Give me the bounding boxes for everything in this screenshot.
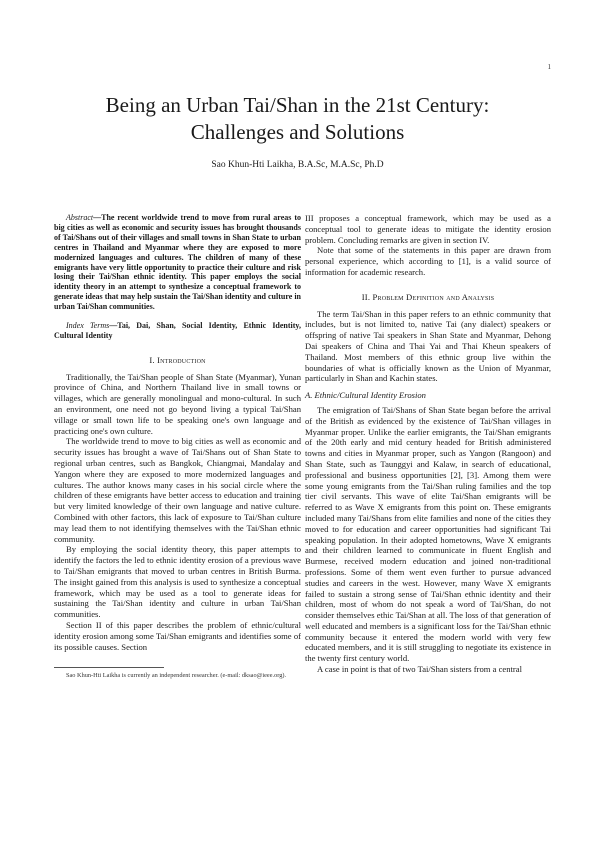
paper-title	[48, 92, 547, 146]
subsection-heading-identity-erosion: A. Ethnic/Cultural Identity Erosion	[305, 390, 426, 401]
paper-title-line-1: Being an Urban Tai/Shan in the 21st Century:	[105, 93, 490, 117]
paper-title-line-2: Challenges and Solutions	[190, 120, 405, 144]
author-footnote: Sao Khun-Hti Laikha is currently an independent researcher. (e-mail: dksao@ieee.org).	[66, 672, 287, 680]
abstract-lead: Abstract	[66, 213, 94, 222]
section-heading-problem-definition: II. Problem Definition and Analysis	[361, 291, 495, 302]
body-paragraph: Note that some of the statements in this paper are drawn from personal experience, which according to [1], is a valid source of information for academic research.	[305, 245, 551, 277]
abstract	[54, 213, 301, 312]
footnote-divider	[54, 667, 164, 668]
page-number: 1	[547, 63, 551, 71]
intro-paragraph: Traditionally, the Tai/Shan people of Shan State (Myanmar), Yunan province of China, and Northern Thailand live in small towns or villages, which are generally monolingual and mono-cultural. In such an environment, one need not go beyond living a typical Tai/Shan village or small town life to be speaking one's own language and practicing one's own culture.	[54, 371, 301, 436]
intro-paragraph: Section II of this paper describes the problem of ethnic/cultural identity erosion among some Tai/Shan emigrants and identifies some of its possible causes. Section	[54, 620, 301, 652]
right-column	[305, 213, 551, 675]
body-paragraph: A case in point is that of two Tai/Shan sisters from a central	[317, 664, 522, 675]
body-paragraph: The emigration of Tai/Shans of Shan State began before the arrival of the British as evidenced by the existence of Tai/Shan villages in Myanmar proper. Unlike the earlier emigrants, the Tai/Shan emigrants of the 20th early and mid century headed for British administered towns and cities in Myanmar proper, such as Yangon (Rangoon) and Shan State, such as Taunggyi and Kalaw, in search of educational, professional and business opportunities [2], [3]. Among them were some young emigrants from the Tai/Shan ruling families and the top tier civil servants. This wave of elite Tai/Shan emigrants will be referred to as Wave X emigrants from this point on. These emigrants included many Tai/Shans from elite families and none of the cities they moved to for education and career opportunities had significant Tai speaking population. In their adopted hometowns, Wave X emigrants and their children learned to communicate in fluent English and Burmese, received modern education and joined non-traditional professions. Some of them went even further to pursue advanced studies and careers in the west. However, many Wave X emigrants failed to sustain a strong sense of Tai/Shan ethnic identity and their children, most of whom do not speak a word of Tai/Shan, do not consider themselves ethic Tai/Shan at all. The loss of that generation of well educated and members is a significant loss for the Tai/Shan ethnic community because it entered the modern world with very few educated members, and it is still struggling to negotiate its existence in the twenty first century world.	[305, 404, 551, 664]
body-paragraph: III proposes a conceptual framework, which may be used as a conceptual tool to generate ideas to mitigate the identity erosion problem. Concluding remarks are given in section IV.	[305, 213, 551, 245]
intro-paragraph: The worldwide trend to move to big cities as well as economic and security issues has brought a wave of Tai/Shans out of Shan State to regional urban centres, such as Bangkok, Chiangmai, Mandalay and Yangon where they are exposed to more modernized languages and cultures. The author knows many cases in his social circle where the children of these emigrants have better access to education and training but very limited knowledge of their own language and native culture. Combined with other factors, this lack of exposure to Tai/Shan culture may lead them to not identifying themselves with the Tai/Shan ethnic community.	[54, 436, 301, 544]
index-terms	[54, 321, 301, 341]
author-line: Sao Khun-Hti Laikha, B.A.Sc, M.A.Sc, Ph.D	[211, 160, 384, 170]
abstract-body: —The recent worldwide trend to move from rural areas to big cities as well as economic and security issues has brought thousands of Tai/Shans out of their villages and small towns in Shan State to urban centres in Thailand and Myanmar where they are exposed to more modernized languages and cultures. The children of many of these emigrants have very little opportunity to practice their culture and risk losing their Tai/Shan ethnic identity. This paper employs the social identity theory in an attempt to synthesize a conceptual framework to generate ideas that may help sustain the Tai/Shan identity and culture in urban Tai/Shan communities.	[54, 213, 301, 312]
section-heading-introduction: I. Introduction	[149, 354, 206, 365]
body-paragraph: The term Tai/Shan in this paper refers to an ethnic community that includes, but is not limited to, native Tai (any dialect) speakers or offspring of native Tai speakers in Shan State and Myanmar, Dehong Dai speakers of China and Thai Yai and Thai Kheun speakers of Thailand. Most members of this ethnic group live within the boundaries of what is officially known as the Union of Myanmar, particularly in Shan and Kachin states.	[305, 308, 551, 384]
index-terms-lead: Index Terms	[66, 321, 110, 331]
intro-paragraph: By employing the social identity theory, this paper attempts to identify the factors the led to ethnic identity erosion of a previous wave to Tai/Shan emigrants that moved to urban centres in British Burma. The insight gained from this analysis is used to synthesize a conceptual framework, which may be used as a tool to generate ideas for sustaining the Tai/Shan identity and culture in urban Tai/Shan communities.	[54, 544, 301, 620]
left-column	[54, 213, 301, 680]
index-terms-body: —Tai, Dai, Shan, Social Identity, Ethnic Identity, Cultural Identity	[54, 321, 301, 340]
